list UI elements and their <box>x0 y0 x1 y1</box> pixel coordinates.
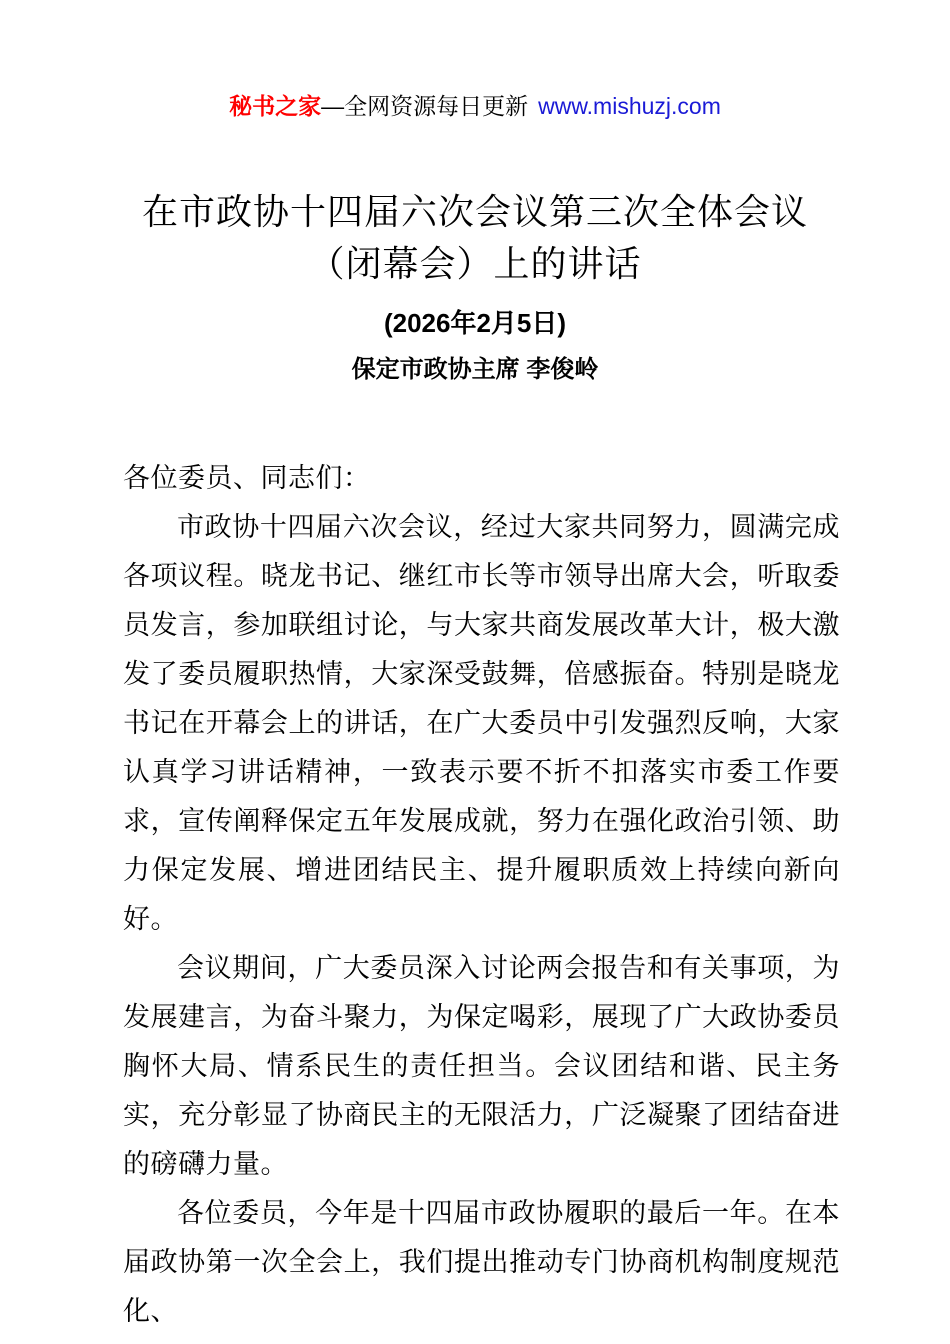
paragraph-3: 各位委员，今年是十四届市政协履职的最后一年。在本届政协第一次全会上，我们提出推动专门协商机构制度规范化、 <box>123 1198 840 1326</box>
doc-date: (2026年2月5日) <box>383 308 567 338</box>
site-url-link[interactable]: www.mishuzj.com <box>538 93 721 119</box>
doc-body <box>123 454 840 1336</box>
doc-title-line1: 在市政协十四届六次会议第三次全体会议 <box>141 191 808 232</box>
site-tagline: —全网资源每日更新 <box>321 93 529 119</box>
doc-author: 保定市政协主席 李俊岭 <box>351 356 599 383</box>
salutation: 各位委员、同志们： <box>123 463 371 493</box>
paragraph-1: 市政协十四届六次会议，经过大家共同努力，圆满完成各项议程。晓龙书记、继红市长等市领导出席大会，听取委员发言，参加联组讨论，与大家共商发展改革大计，极大激发了委员履职热情，大家深受鼓舞，倍感振奋。特别是晓龙书记在开幕会上的讲话，在广大委员中引发强烈反响，大家认真学习讲话精神，一致表示要不折不扣落实市委工作要求，宣传阐释保定五年发展成就，努力在强化政治引领、助力保定发展、增进团结民主、提升履职质效上持续向新向好。 <box>123 512 840 934</box>
site-brand: 秘书之家 <box>229 93 322 119</box>
paragraph-2: 会议期间，广大委员深入讨论两会报告和有关事项，为发展建言，为奋斗聚力，为保定喝彩，展现了广大政协委员胸怀大局、情系民生的责任担当。会议团结和谐、民主务实，充分彰显了协商民主的无限活力，广泛凝聚了团结奋进的磅礴力量。 <box>123 953 840 1179</box>
site-header <box>0 0 950 122</box>
doc-title <box>60 186 890 290</box>
doc-title-line2: （闭幕会）上的讲话 <box>308 243 642 284</box>
